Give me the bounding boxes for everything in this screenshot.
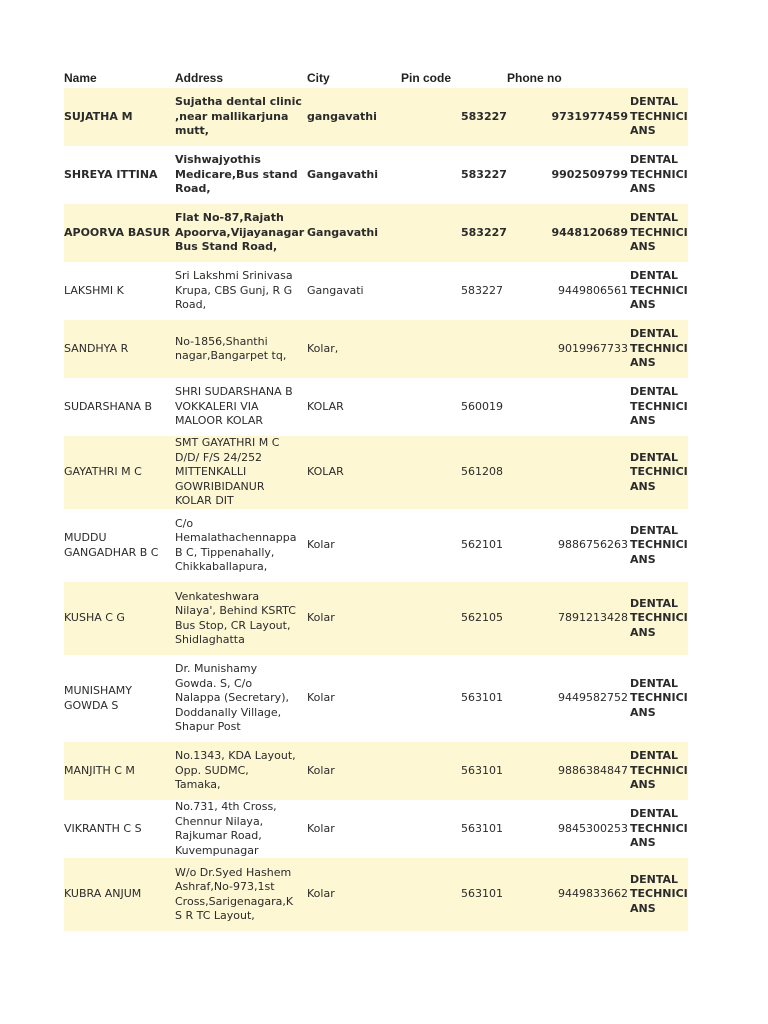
cell-city: Kolar, <box>307 341 339 355</box>
cell-city: Kolar <box>307 538 335 552</box>
table-row <box>64 436 688 509</box>
cell-city: Kolar <box>307 763 335 777</box>
table-row <box>64 204 688 262</box>
table-header <box>64 66 688 88</box>
cell-address <box>175 378 306 436</box>
cell-address-line: Sri Lakshmi Srinivasa <box>175 269 293 283</box>
cell-category-line: DENTAL <box>630 676 679 690</box>
cell-category-line: DENTAL <box>630 872 679 886</box>
cell-address <box>175 582 306 655</box>
cell-pin-code: 563101 <box>461 691 503 705</box>
cell-category <box>630 582 688 655</box>
cell-category <box>630 378 688 436</box>
cell-pin-code: 563101 <box>461 887 503 901</box>
cell-address-line: D/D/ F/S 24/252 <box>175 450 263 464</box>
cell-address-line: KOLAR DIT <box>175 494 234 508</box>
cell-category-line: TECHNICI <box>630 109 688 123</box>
cell-pin-code: 562101 <box>461 538 503 552</box>
cell-phone: 9731977459 <box>551 109 628 123</box>
cell-address <box>175 146 306 204</box>
table-row <box>64 509 688 582</box>
header-address: Address <box>175 71 224 85</box>
cell-address-line: Bus Stop, CR Layout, <box>175 618 291 632</box>
cell-address-line: SHRI SUDARSHANA B <box>175 385 293 399</box>
cell-category-line: TECHNICI <box>630 611 688 625</box>
cell-address-line: Krupa, CBS Gunj, R G <box>175 283 293 297</box>
cell-phone <box>524 436 628 509</box>
cell-address-line: Bus Stand Road, <box>175 240 278 254</box>
cell-address-line: Sujatha dental clinic <box>175 95 302 109</box>
cell-category <box>630 204 688 262</box>
cell-phone: 9449806561 <box>558 283 628 297</box>
cell-address <box>175 655 306 742</box>
cell-category-line: DENTAL <box>630 153 679 167</box>
cell-address <box>175 509 306 582</box>
cell-category-line: ANS <box>630 356 656 370</box>
cell-category-line: ANS <box>630 414 656 428</box>
cell-address-line: Flat No-87,Rajath <box>175 211 284 225</box>
cell-address-line: Opp. SUDMC, <box>175 763 249 777</box>
cell-phone: 9886384847 <box>558 763 628 777</box>
header-pin-code: Pin code <box>401 71 452 85</box>
cell-name: SHREYA ITTINA <box>64 167 158 181</box>
cell-address-line: VOKKALERI VIA <box>175 399 259 413</box>
cell-category <box>630 88 688 146</box>
cell-phone: 9448120689 <box>551 225 628 239</box>
cell-address <box>175 320 306 378</box>
cell-pin-code: 583227 <box>461 283 503 297</box>
cell-category-line: ANS <box>630 298 656 312</box>
cell-pin-code: 561208 <box>461 465 503 479</box>
cell-category-line: TECHNICI <box>630 225 688 239</box>
cell-address-line: Chikkaballapura, <box>175 560 268 573</box>
cell-address-line: GOWRIBIDANUR <box>175 479 265 493</box>
cell-address-line: Shidlaghatta <box>175 633 245 646</box>
cell-city: Kolar <box>307 887 335 901</box>
cell-address-line: ,near mallikarjuna <box>175 109 289 123</box>
cell-name: MANJITH C M <box>64 763 135 777</box>
header-phone: Phone no <box>507 71 562 85</box>
cell-address-line: Dr. Munishamy <box>175 662 258 676</box>
cell-category-line: ANS <box>630 124 656 138</box>
cell-address-line: Vishwajyothis <box>175 153 261 167</box>
cell-city: Kolar <box>307 691 335 705</box>
cell-category-line: ANS <box>630 778 656 792</box>
cell-address-line: Nilaya', Behind KSRTC <box>175 604 296 617</box>
cell-category-line: ANS <box>630 705 656 719</box>
cell-category-line: ANS <box>630 836 656 850</box>
cell-pin-code: 560019 <box>461 399 503 413</box>
cell-address-line: Hemalathachennappa <box>175 531 297 544</box>
cell-name: KUSHA C G <box>64 611 125 625</box>
cell-phone: 9886756263 <box>558 538 628 552</box>
cell-address-line: No.1343, KDA Layout, <box>175 749 296 763</box>
cell-city: Kolar <box>307 821 335 835</box>
cell-address <box>175 742 306 800</box>
cell-pin-code <box>461 320 521 378</box>
header-city: City <box>307 71 330 85</box>
table-row <box>64 800 688 858</box>
cell-name: GAYATHRI M C <box>64 465 142 479</box>
cell-phone <box>524 378 628 436</box>
cell-address-line: No-1856,Shanthi <box>175 334 268 348</box>
cell-address-line: MITTENKALLI <box>175 465 247 479</box>
cell-category <box>630 436 688 509</box>
cell-category-line: TECHNICI <box>630 821 688 835</box>
cell-category-line: ANS <box>630 182 656 196</box>
cell-name: KUBRA ANJUM <box>64 887 142 901</box>
cell-name: MUNISHAMY GOWDA S <box>64 684 133 712</box>
cell-city: gangavathi <box>307 109 377 123</box>
cell-pin-code: 563101 <box>461 821 503 835</box>
cell-address-line: S R TC Layout, <box>175 909 255 922</box>
cell-name: MUDDU GANGADHAR B C <box>64 531 159 559</box>
cell-category <box>630 262 688 320</box>
cell-address-line: Kuvempunagar <box>175 843 259 857</box>
cell-pin-code: 583227 <box>461 167 507 181</box>
cell-category-line: TECHNICI <box>630 465 688 479</box>
contact-table <box>64 66 688 931</box>
table-row <box>64 378 688 436</box>
cell-address-line: Road, <box>175 182 211 196</box>
cell-category-line: DENTAL <box>630 385 679 399</box>
cell-address <box>175 800 306 858</box>
cell-category-line: ANS <box>630 552 656 566</box>
cell-category-line: TECHNICI <box>630 538 688 552</box>
cell-category-line: DENTAL <box>630 807 679 821</box>
cell-category-line: TECHNICI <box>630 283 688 297</box>
cell-category-line: ANS <box>630 479 656 493</box>
cell-pin-code: 583227 <box>461 225 507 239</box>
cell-phone: 9019967733 <box>558 341 628 355</box>
cell-pin-code: 562105 <box>461 611 503 625</box>
cell-phone: 9845300253 <box>558 821 628 835</box>
cell-category-line: ANS <box>630 625 656 639</box>
cell-name: LAKSHMI K <box>64 283 124 297</box>
table-row <box>64 320 688 378</box>
cell-address-line: Chennur Nilaya, <box>175 814 264 828</box>
cell-city: Gangavati <box>307 283 364 297</box>
cell-category <box>630 858 688 931</box>
cell-address <box>175 436 306 509</box>
cell-address <box>175 858 306 931</box>
cell-category-line: DENTAL <box>630 95 679 109</box>
cell-address-line: Rajkumar Road, <box>175 829 262 842</box>
table-row <box>64 655 688 742</box>
cell-category <box>630 320 688 378</box>
cell-category-line: DENTAL <box>630 749 679 763</box>
cell-city: Gangavathi <box>307 167 379 181</box>
cell-category <box>630 146 688 204</box>
cell-pin-code: 563101 <box>461 763 503 777</box>
table-row <box>64 146 688 204</box>
cell-address-line: Ashraf,No-973,1st <box>175 880 275 893</box>
table-row <box>64 582 688 655</box>
cell-address-line: mutt, <box>175 124 209 138</box>
cell-address-line: Shapur Post <box>175 720 241 734</box>
cell-name: VIKRANTH C S <box>64 821 142 835</box>
cell-phone: 9449582752 <box>558 691 628 705</box>
cell-address-line: Medicare,Bus stand <box>175 167 298 181</box>
cell-category-line: TECHNICI <box>630 341 688 355</box>
cell-category <box>630 655 688 742</box>
cell-category-line: ANS <box>630 240 656 254</box>
cell-address-line: nagar,Bangarpet tq, <box>175 349 287 362</box>
cell-address <box>175 204 306 262</box>
cell-address-line: Road, <box>175 298 207 312</box>
cell-name: APOORVA BASUR <box>64 225 171 239</box>
cell-pin-code: 583227 <box>461 109 507 123</box>
cell-category-line: DENTAL <box>630 450 679 464</box>
cell-category-line: TECHNICI <box>630 167 688 181</box>
cell-address-line: Nalappa (Secretary), <box>175 691 289 705</box>
cell-address-line: Doddanally Village, <box>175 705 282 719</box>
cell-city: Gangavathi <box>307 225 379 239</box>
cell-address-line: W/o Dr.Syed Hashem <box>175 865 292 879</box>
cell-address-line: SMT GAYATHRI M C <box>175 436 280 450</box>
cell-phone: 9449833662 <box>558 887 628 901</box>
cell-address-line: B C, Tippenahally, <box>175 545 275 559</box>
cell-address-line: Venkateshwara <box>175 589 260 603</box>
table-row <box>64 742 688 800</box>
cell-address <box>175 88 306 146</box>
cell-category-line: DENTAL <box>630 211 679 225</box>
table-row <box>64 88 688 146</box>
cell-category-line: ANS <box>630 901 656 915</box>
table-body <box>64 88 688 931</box>
cell-category <box>630 509 688 582</box>
cell-city: KOLAR <box>307 399 344 413</box>
cell-address <box>175 262 306 320</box>
cell-category-line: TECHNICI <box>630 691 688 705</box>
cell-category-line: TECHNICI <box>630 887 688 901</box>
cell-category-line: DENTAL <box>630 596 679 610</box>
cell-category-line: TECHNICI <box>630 763 688 777</box>
cell-city: KOLAR <box>307 465 344 479</box>
cell-name: SUDARSHANA B <box>64 399 153 413</box>
cell-address-line: C/o <box>175 516 194 530</box>
cell-category-line: TECHNICI <box>630 399 688 413</box>
cell-phone: 9902509799 <box>551 167 628 181</box>
cell-name: SANDHYA R <box>64 341 129 355</box>
cell-address-line: No.731, 4th Cross, <box>175 800 277 813</box>
table-row <box>64 262 688 320</box>
cell-category <box>630 742 688 800</box>
table-row <box>64 858 688 931</box>
cell-phone: 7891213428 <box>558 611 628 625</box>
cell-city: Kolar <box>307 611 335 625</box>
cell-address-line: Gowda. S, C/o <box>175 676 253 690</box>
header-name: Name <box>64 71 97 85</box>
cell-category-line: DENTAL <box>630 269 679 283</box>
cell-category-line: DENTAL <box>630 523 679 537</box>
cell-address-line: Tamaka, <box>175 778 221 792</box>
cell-category-line: DENTAL <box>630 327 679 341</box>
cell-category <box>630 800 688 858</box>
cell-name: SUJATHA M <box>64 109 133 123</box>
cell-address-line: Apoorva,Vijayanagar <box>175 225 305 239</box>
cell-address-line: MALOOR KOLAR <box>175 414 264 428</box>
cell-address-line: Cross,Sarigenagara,K <box>175 894 294 908</box>
